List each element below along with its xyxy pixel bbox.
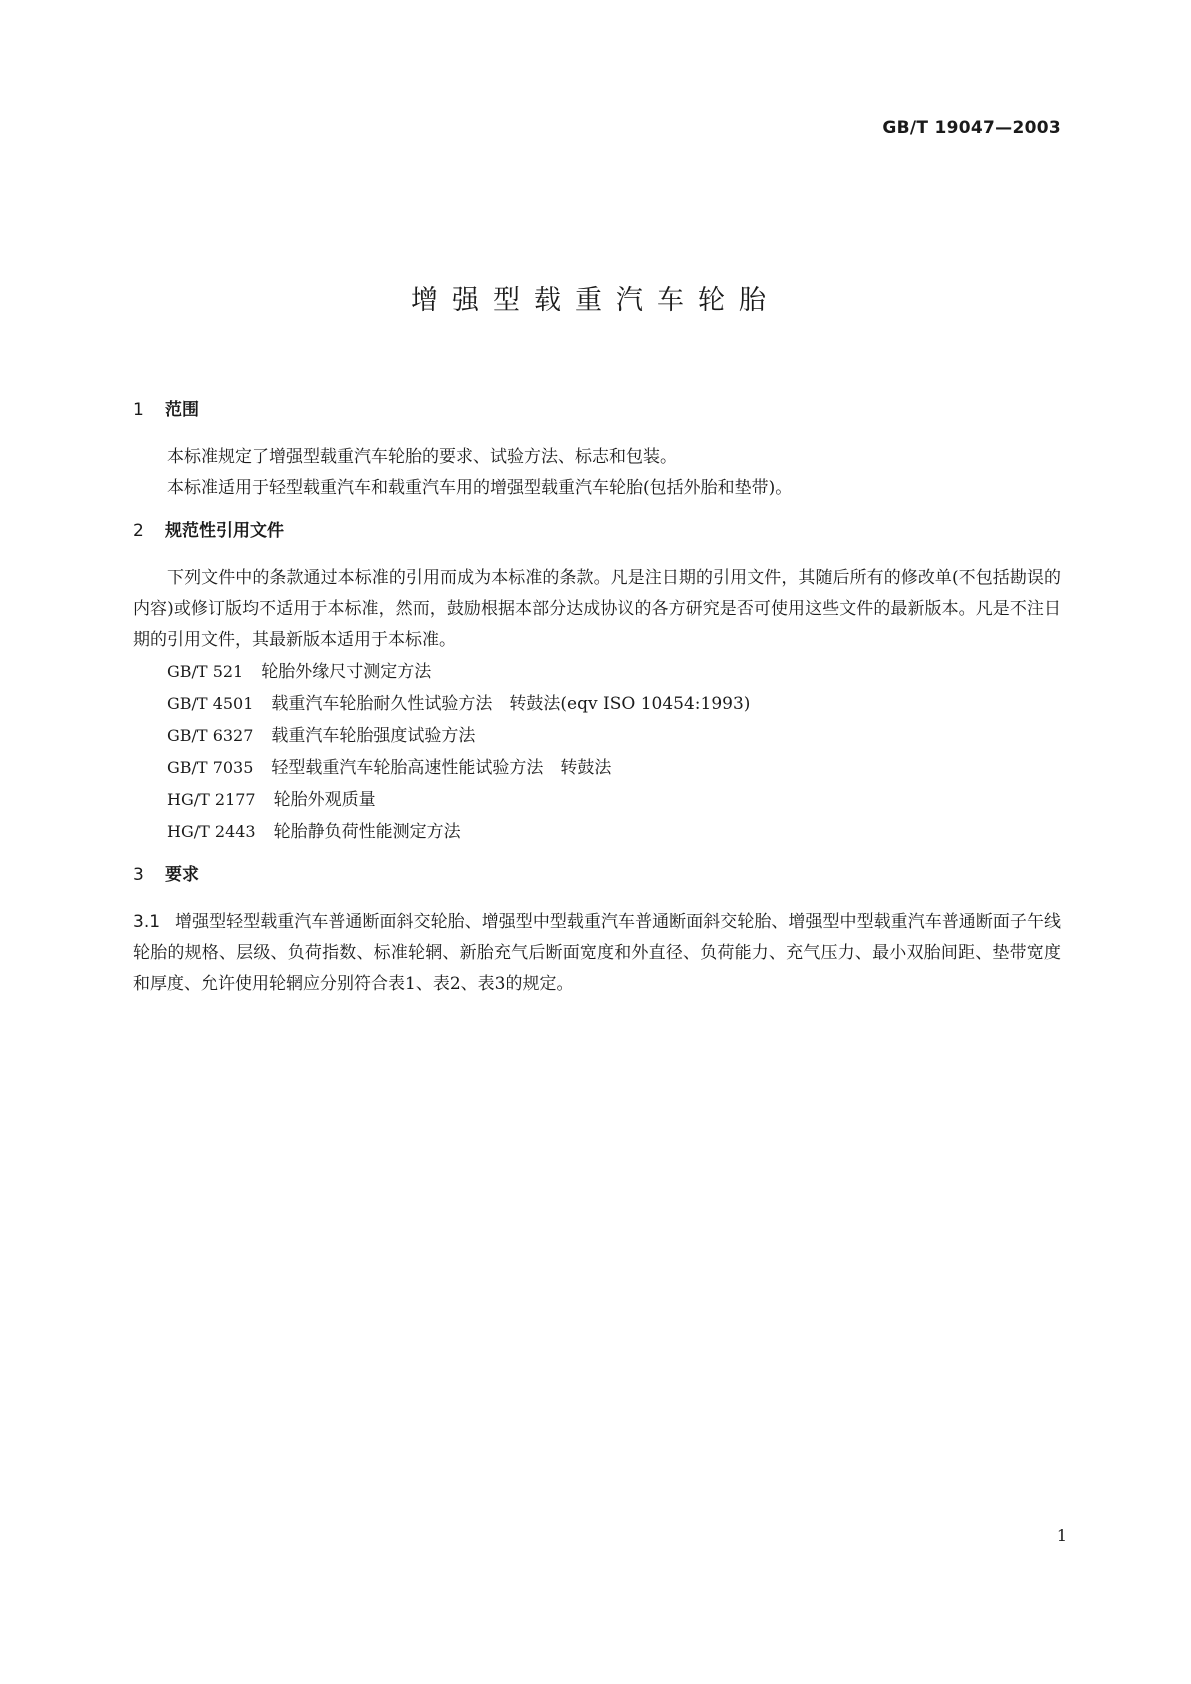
reference-code: GB/T 4501 [167,694,254,713]
section-heading [133,398,1061,422]
clause-text: 增强型轻型载重汽车普通断面斜交轮胎、增强型中型载重汽车普通断面斜交轮胎、增强型中型载重汽车普通断面子午线轮胎的规格、层级、负荷指数、标准轮辋、新胎充气后断面宽度和外直径、负荷能力、充气压力、最小双胎间距、垫带宽度和厚度、允许使用轮辋应分别符合表1、表2、表3的规定。 [133,912,1061,994]
reference-item [133,784,1061,816]
document-body [133,398,1061,1015]
page-number: 1 [1056,1526,1067,1545]
reference-item [133,752,1061,784]
section-heading [133,863,1061,887]
reference-item [133,656,1061,688]
reference-code: HG/T 2443 [167,822,256,841]
section-heading [133,519,1061,543]
section-title: 范围 [165,400,199,420]
paragraph: 本标准规定了增强型载重汽车轮胎的要求、试验方法、标志和包装。 [167,447,677,467]
document-title: 增强型载重汽车轮胎 [411,285,780,316]
section-number: 3 [133,865,144,885]
reference-item [133,816,1061,848]
reference-code: GB/T 7035 [167,758,254,777]
paragraph: 本标准适用于轻型载重汽车和载重汽车用的增强型载重汽车轮胎(包括外胎和垫带)。 [167,478,793,498]
reference-title: 轮胎外观质量 [273,790,376,810]
clause-paragraph [133,907,1061,1000]
reference-list [133,656,1061,848]
section-title: 规范性引用文件 [165,521,284,541]
section-number: 2 [133,521,144,541]
paragraph: 下列文件中的条款通过本标准的引用而成为本标准的条款。凡是注日期的引用文件，其随后所有的修改单(不包括勘误的内容)或修订版均不适用于本标准，然而，鼓励根据本部分达成协议的各方研究是否可使用这些文件的最新版本。凡是不注日期的引用文件，其最新版本适用于本标准。 [133,568,1061,650]
section-scope [133,398,1061,504]
reference-item [133,688,1061,720]
section-number: 1 [133,400,144,420]
reference-title: 载重汽车轮胎耐久性试验方法 转鼓法(eqv ISO 10454:1993) [271,694,751,714]
reference-item [133,720,1061,752]
reference-title: 轻型载重汽车轮胎高速性能试验方法 转鼓法 [271,758,612,778]
reference-code: HG/T 2177 [167,790,256,809]
reference-title: 轮胎静负荷性能测定方法 [273,822,461,842]
standard-code: GB/T 19047—2003 [882,118,1061,138]
clause-number: 3.1 [133,912,161,932]
reference-title: 轮胎外缘尺寸测定方法 [261,662,432,682]
section-title: 要求 [165,865,199,885]
section-normative-references [133,519,1061,848]
section-requirements [133,863,1061,1000]
reference-code: GB/T 6327 [167,726,254,745]
reference-title: 载重汽车轮胎强度试验方法 [271,726,476,746]
reference-code: GB/T 521 [167,662,244,681]
